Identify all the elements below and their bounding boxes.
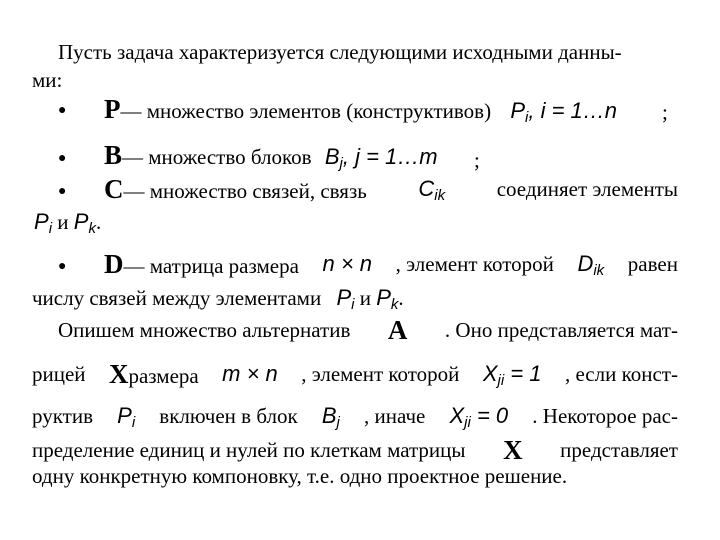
bullet-b-end: ; [474, 148, 480, 172]
bullet-d [104, 249, 678, 283]
bullet-d-cont: числу связей между элементами $P_i$ и $P_k$. [32, 285, 404, 313]
alt-line-3: руктив $P_i$ включен в блок $B_j$ , иначе $X_{ji} = 0$ . Некоторое рас- [32, 404, 678, 435]
bullet-c-text-a: — множество связей, связь [123, 179, 367, 203]
bullet-c-cont: $P_i$ и $P_k$. [34, 209, 102, 237]
math-d-ik: $D_{ik}$ [577, 251, 605, 279]
math-xji-eq-0: $X_{ji} = 0$ [449, 403, 509, 431]
math-m-x-n: m × n [222, 361, 278, 386]
math-c-ik: $C_{ik}$ [418, 176, 446, 204]
set-symbol-b: B [104, 140, 123, 170]
intro-line-1: Пусть задача характеризуется следующими исходными данны- [58, 40, 622, 64]
matrix-symbol-x: X [108, 359, 129, 389]
bullet-d-text-c: равен [627, 252, 678, 276]
bullet-marker: ● [58, 184, 67, 199]
math-p-i-2: $P_i$ [117, 403, 136, 431]
alt-line-2: рицей Xразмера m × n , элемент которой $X_{ji} = 1$ , если конст- [32, 362, 678, 393]
bullet-p [104, 94, 618, 130]
bullet-b-text: — множество блоков [122, 145, 312, 169]
bullet-marker: ● [58, 259, 67, 274]
matrix-symbol-x-2: X [503, 435, 523, 465]
set-symbol-p: P [104, 94, 121, 124]
math-b-j: $B_j$, j = 1…m [324, 144, 438, 172]
intro-line-2: ми: [32, 68, 63, 92]
bullet-d-text-a: — матрица размера [123, 254, 299, 278]
bullet-marker: ● [58, 151, 67, 166]
math-p-i: $P_i$, i = 1…n [510, 98, 618, 126]
bullet-c [104, 174, 678, 208]
math-n-x-n: n × n [322, 251, 373, 276]
bullet-p-text: — множество элементов (конструктивов) [120, 99, 492, 123]
set-symbol-d: D [104, 249, 124, 279]
math-xji-eq-1: $X_{ji} = 1$ [482, 361, 542, 389]
alt-line-4: пределение единиц и нулей по клеткам матрицы X представляет [32, 435, 678, 465]
alt-line-5: одну конкретную компоновку, т.е. одно проектное решение. [32, 464, 568, 488]
bullet-b [104, 140, 438, 176]
math-b-j-2: $B_j$ [321, 403, 340, 431]
bullet-p-end: ; [662, 100, 668, 124]
bullet-c-text-b: соединяет элементы [496, 177, 678, 201]
set-symbol-c: C [104, 174, 124, 204]
bullet-d-text-b: , элемент которой [395, 252, 554, 276]
alt-line-1: Опишем множество альтернатив A . Оно представляется мат- [58, 315, 678, 345]
bullet-marker: ● [58, 103, 67, 118]
set-symbol-a: A [387, 315, 408, 345]
